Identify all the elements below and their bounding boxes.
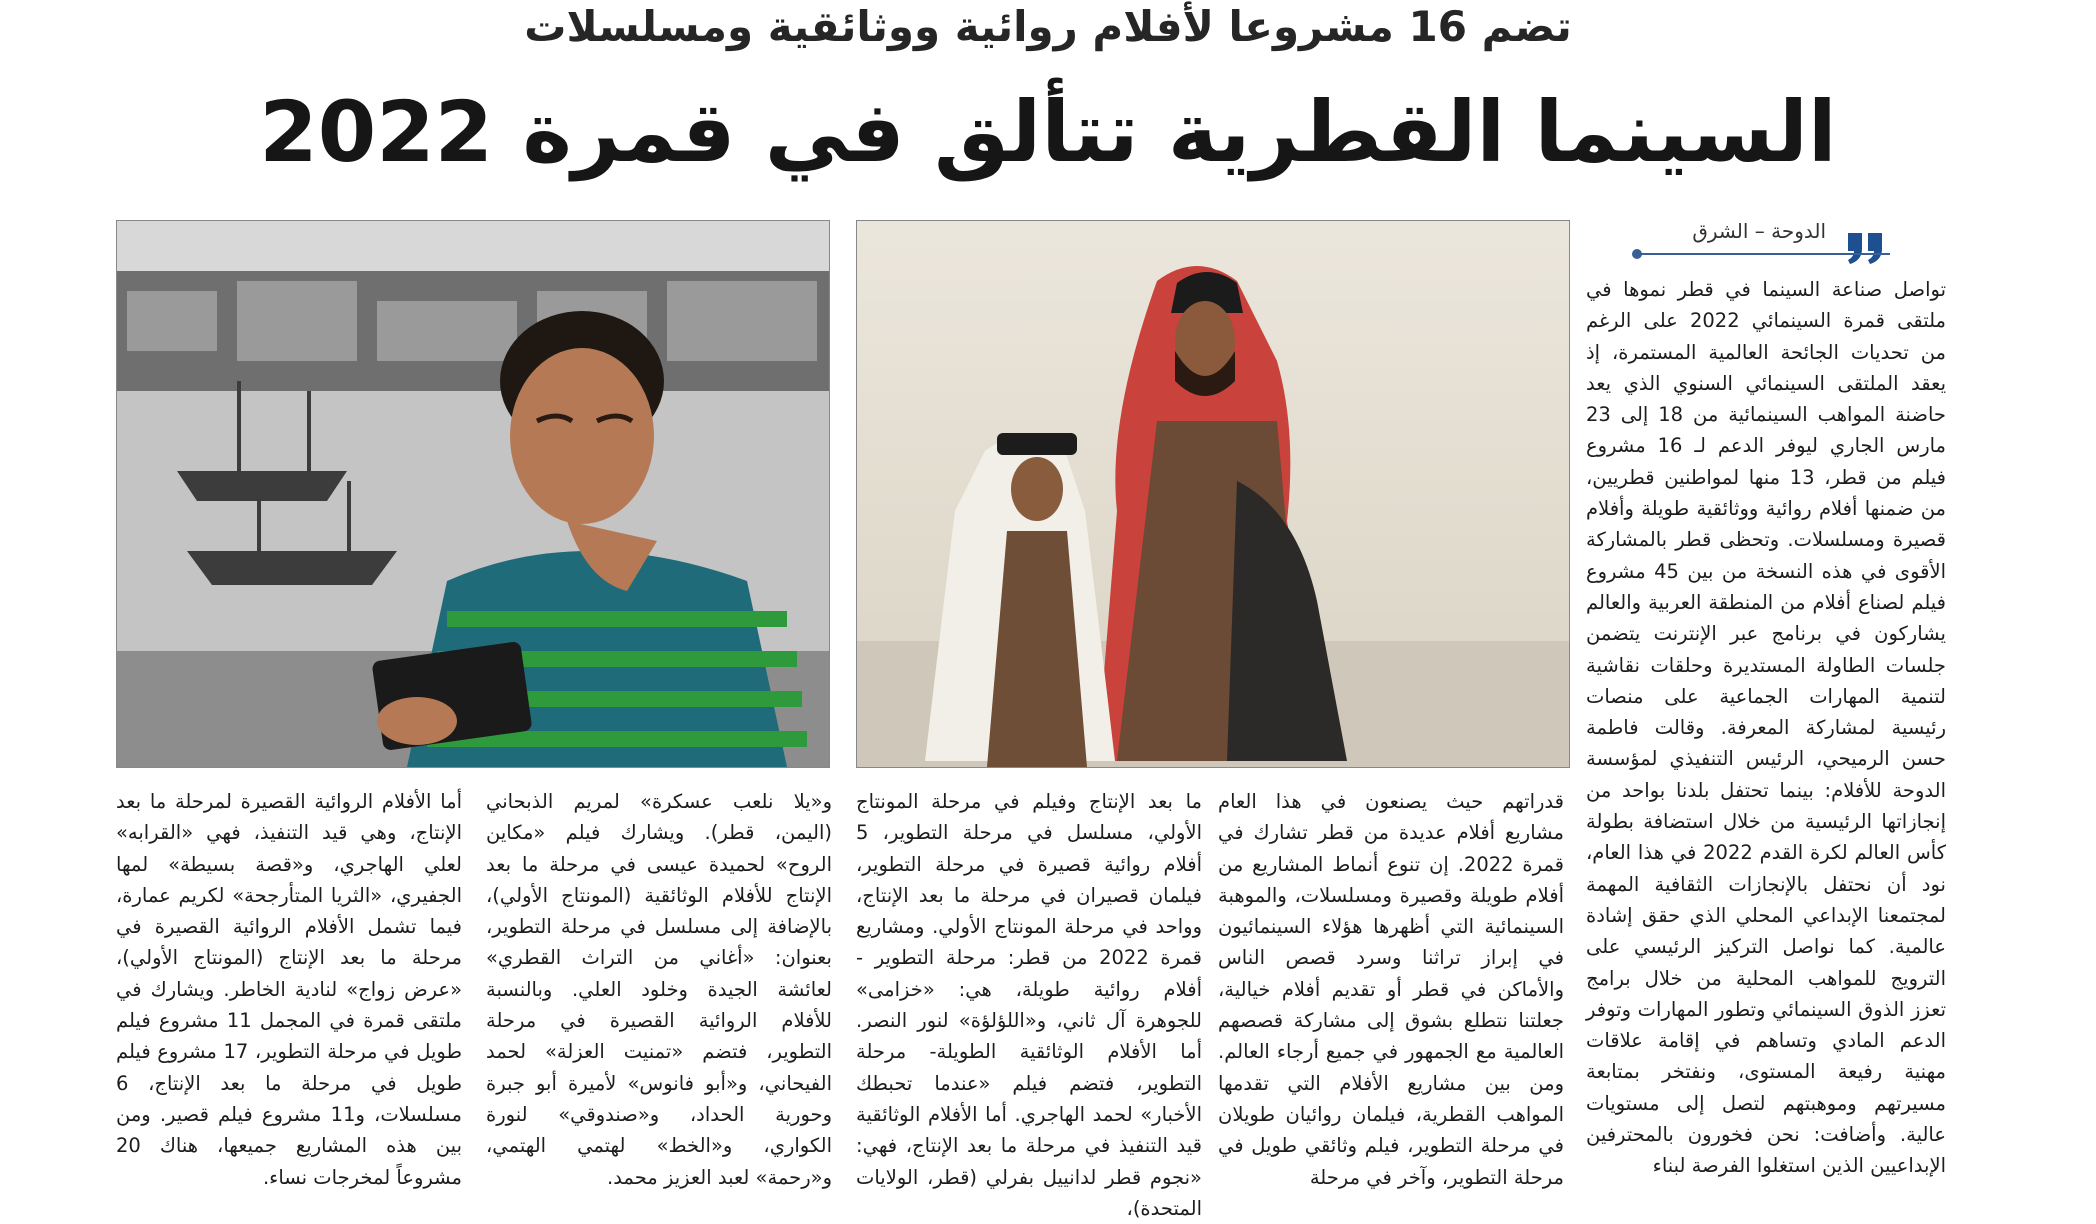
column-1-text: تواصل صناعة السينما في قطر نموها في ملتقى قمرة السينمائي 2022 على الرغم من تحديات الجائحة العالمية المستمرة، إذ يعقد الملتقى السينمائي السنوي الذي يعد حاضنة المواهب السينمائية من 18 إلى 23 مارس الجاري ليوفر الدعم لـ 16 مشروع فيلم من قطر، 13 منها لمواطنين قطريين، من ضمنها أفلام روائية ووثائقية طويلة وأفلام قصيرة ومسلسلات. وتحظى قطر بالمشاركة الأقوى في هذه النسخة من بين 45 مشروع فيلم لصناع أفلام من المنطقة العربية والعالم يشاركون في برنامج عبر الإنترنت يتضمن جلسات الطاولة المستديرة وحلقات نقاشية لتنمية المهارات الجماعية على منصات رئيسية لمشاركة المعرفة. وقالت فاطمة حسن الرميحي، الرئيس التنفيذي لمؤسسة الدوحة للأفلام: بينما تحتفل بلدنا بواحد من إنجازاتها الرئيسية من خلال استضافة بطولة كأس العالم لكرة القدم 2022 في هذا العام، نود أن نحتفل بالإنجازات الثقافية المهمة لمجتمعنا الإبداعي المحلي الذي حقق إشادة عالمية. كما نواصل التركيز الرئيسي على الترويج للمواهب المحلية من خلال برامج تعزز الذوق السينمائي وتطور المهارات وتوفر الدعم المادي وتساهم في إقامة علاقات مهنية رفيعة المستوى، ونفتخر بمتابعة مسيرتهم وموهبتهم لتصل إلى مستويات عالية. وأضافت: نحن فخورون بالمحترفين الإبداعيين الذين استغلوا الفرصة لبناء [1586,278,1947,1178]
byline-text: الدوحة – الشرق [1692,219,1826,243]
byline [1640,214,1890,248]
article-kicker: تضم 16 مشروعا لأفلام روائية ووثائقية ومسلسلات [524,2,1572,51]
photo-men-illustration [857,221,1569,767]
byline-rule [1640,253,1890,255]
article-column-5 [116,786,463,1189]
column-5-text: أما الأفلام الروائية القصيرة لمرحلة ما بعد الإنتاج، وهي قيد التنفيذ، فهي «القرابه» لعلي الهاجري، و«قصة بسيطة» لمها الجفيري، «الثريا المتأرجحة» لكريم عمارة، فيما تشمل الأفلام الروائية القصيرة في مرحلة ما بعد الإنتاج (المونتاج الأولي)، «عرض زواج» لنادية الخاطر. ويشارك في ملتقى قمرة في المجمل 11 مشروع فيلم طويل في مرحلة التطوير، 17 مشروع فيلم طويل في مرحلة ما بعد الإنتاج، 6 مسلسلات، و11 مشروع فيلم قصير. ومن بين هذه المشاريع جميعها، هناك 20 مشروعاً لمخرجات نساء. [116,790,463,1189]
column-3-text: ما بعد الإنتاج وفيلم في مرحلة المونتاج الأولي، مسلسل في مرحلة التطوير، 5 أفلام روائية قصيرة في مرحلة التطوير، فيلمان قصيران في مرحلة ما بعد الإنتاج، وواحد في مرحلة المونتاج الأولي. ومشاريع قمرة 2022 من قطر: مرحلة التطوير - أفلام روائية طويلة، هي: «خزامى» للجوهرة آل ثاني، و«اللؤلؤة» لنور النصر. أما الأفلام الوثائقية الطويلة- مرحلة التطوير، فتضم فيلم «عندما تحبطك الأخبار» لحمد الهاجري. أما الأفلام الوثائقية قيد التنفيذ في مرحلة ما بعد الإنتاج، فهي: «نجوم قطر لدانييل بفرلي (قطر، الولايات المتحدة)، [856,790,1202,1220]
article-column-2 [1218,786,1564,1189]
article-column-1 [1586,274,1947,1178]
photo-boy-with-tablet [116,220,830,768]
article-column-3 [856,786,1202,1220]
column-2-text: قدراتهم حيث يصنعون في هذا العام مشاريع أفلام عديدة من قطر تشارك في قمرة 2022. إن تنوع أنماط المشاريع من أفلام طويلة وقصيرة ومسلسلات، والموهبة السينمائية التي أظهرها هؤلاء السينمائيون في إبراز تراثنا وسرد قصص الناس والأماكن في قطر أو تقديم أفلام خيالية، جعلتنا نتطلع بشوق إلى مشاركة قصصهم العالمية مع الجمهور في جميع أرجاء العالم. ومن بين مشاريع الأفلام التي تقدمها المواهب القطرية، فيلمان روائيان طويلان في مرحلة التطوير، فيلم وثائقي طويل في مرحلة التطوير، وآخر في مرحلة [1218,790,1564,1189]
photo-boy-illustration [117,221,829,767]
column-4-text: و«يلا نلعب عسكرة» لمريم الذبحاني (اليمن، قطر). ويشارك فيلم «مكاين الروح» لحميدة عيسى في مرحلة ما بعد الإنتاج للأفلام الوثائقية (المونتاج الأولي)، بالإضافة إلى مسلسل في مرحلة التطوير، بعنوان: «أغاني من التراث القطري» لعائشة الجيدة وخلود العلي. وبالنسبة للأفلام الروائية القصيرة في مرحلة التطوير، فتضم «تمنيت العزلة» لحمد الفيحاني، و«أبو فانوس» لأميرة أبو جبرة وحورية الحداد، و«صندوقي» لنورة الكواري، و«الخط» لهتمي الهتمي، و«رحمة» لعبد العزيز محمد. [486,790,832,1189]
byline-dot [1632,249,1642,259]
article-column-4 [486,786,832,1189]
article-headline: السينما القطرية تتألق في قمرة 2022 [259,83,1837,181]
photo-men-traditional-dress [856,220,1570,768]
